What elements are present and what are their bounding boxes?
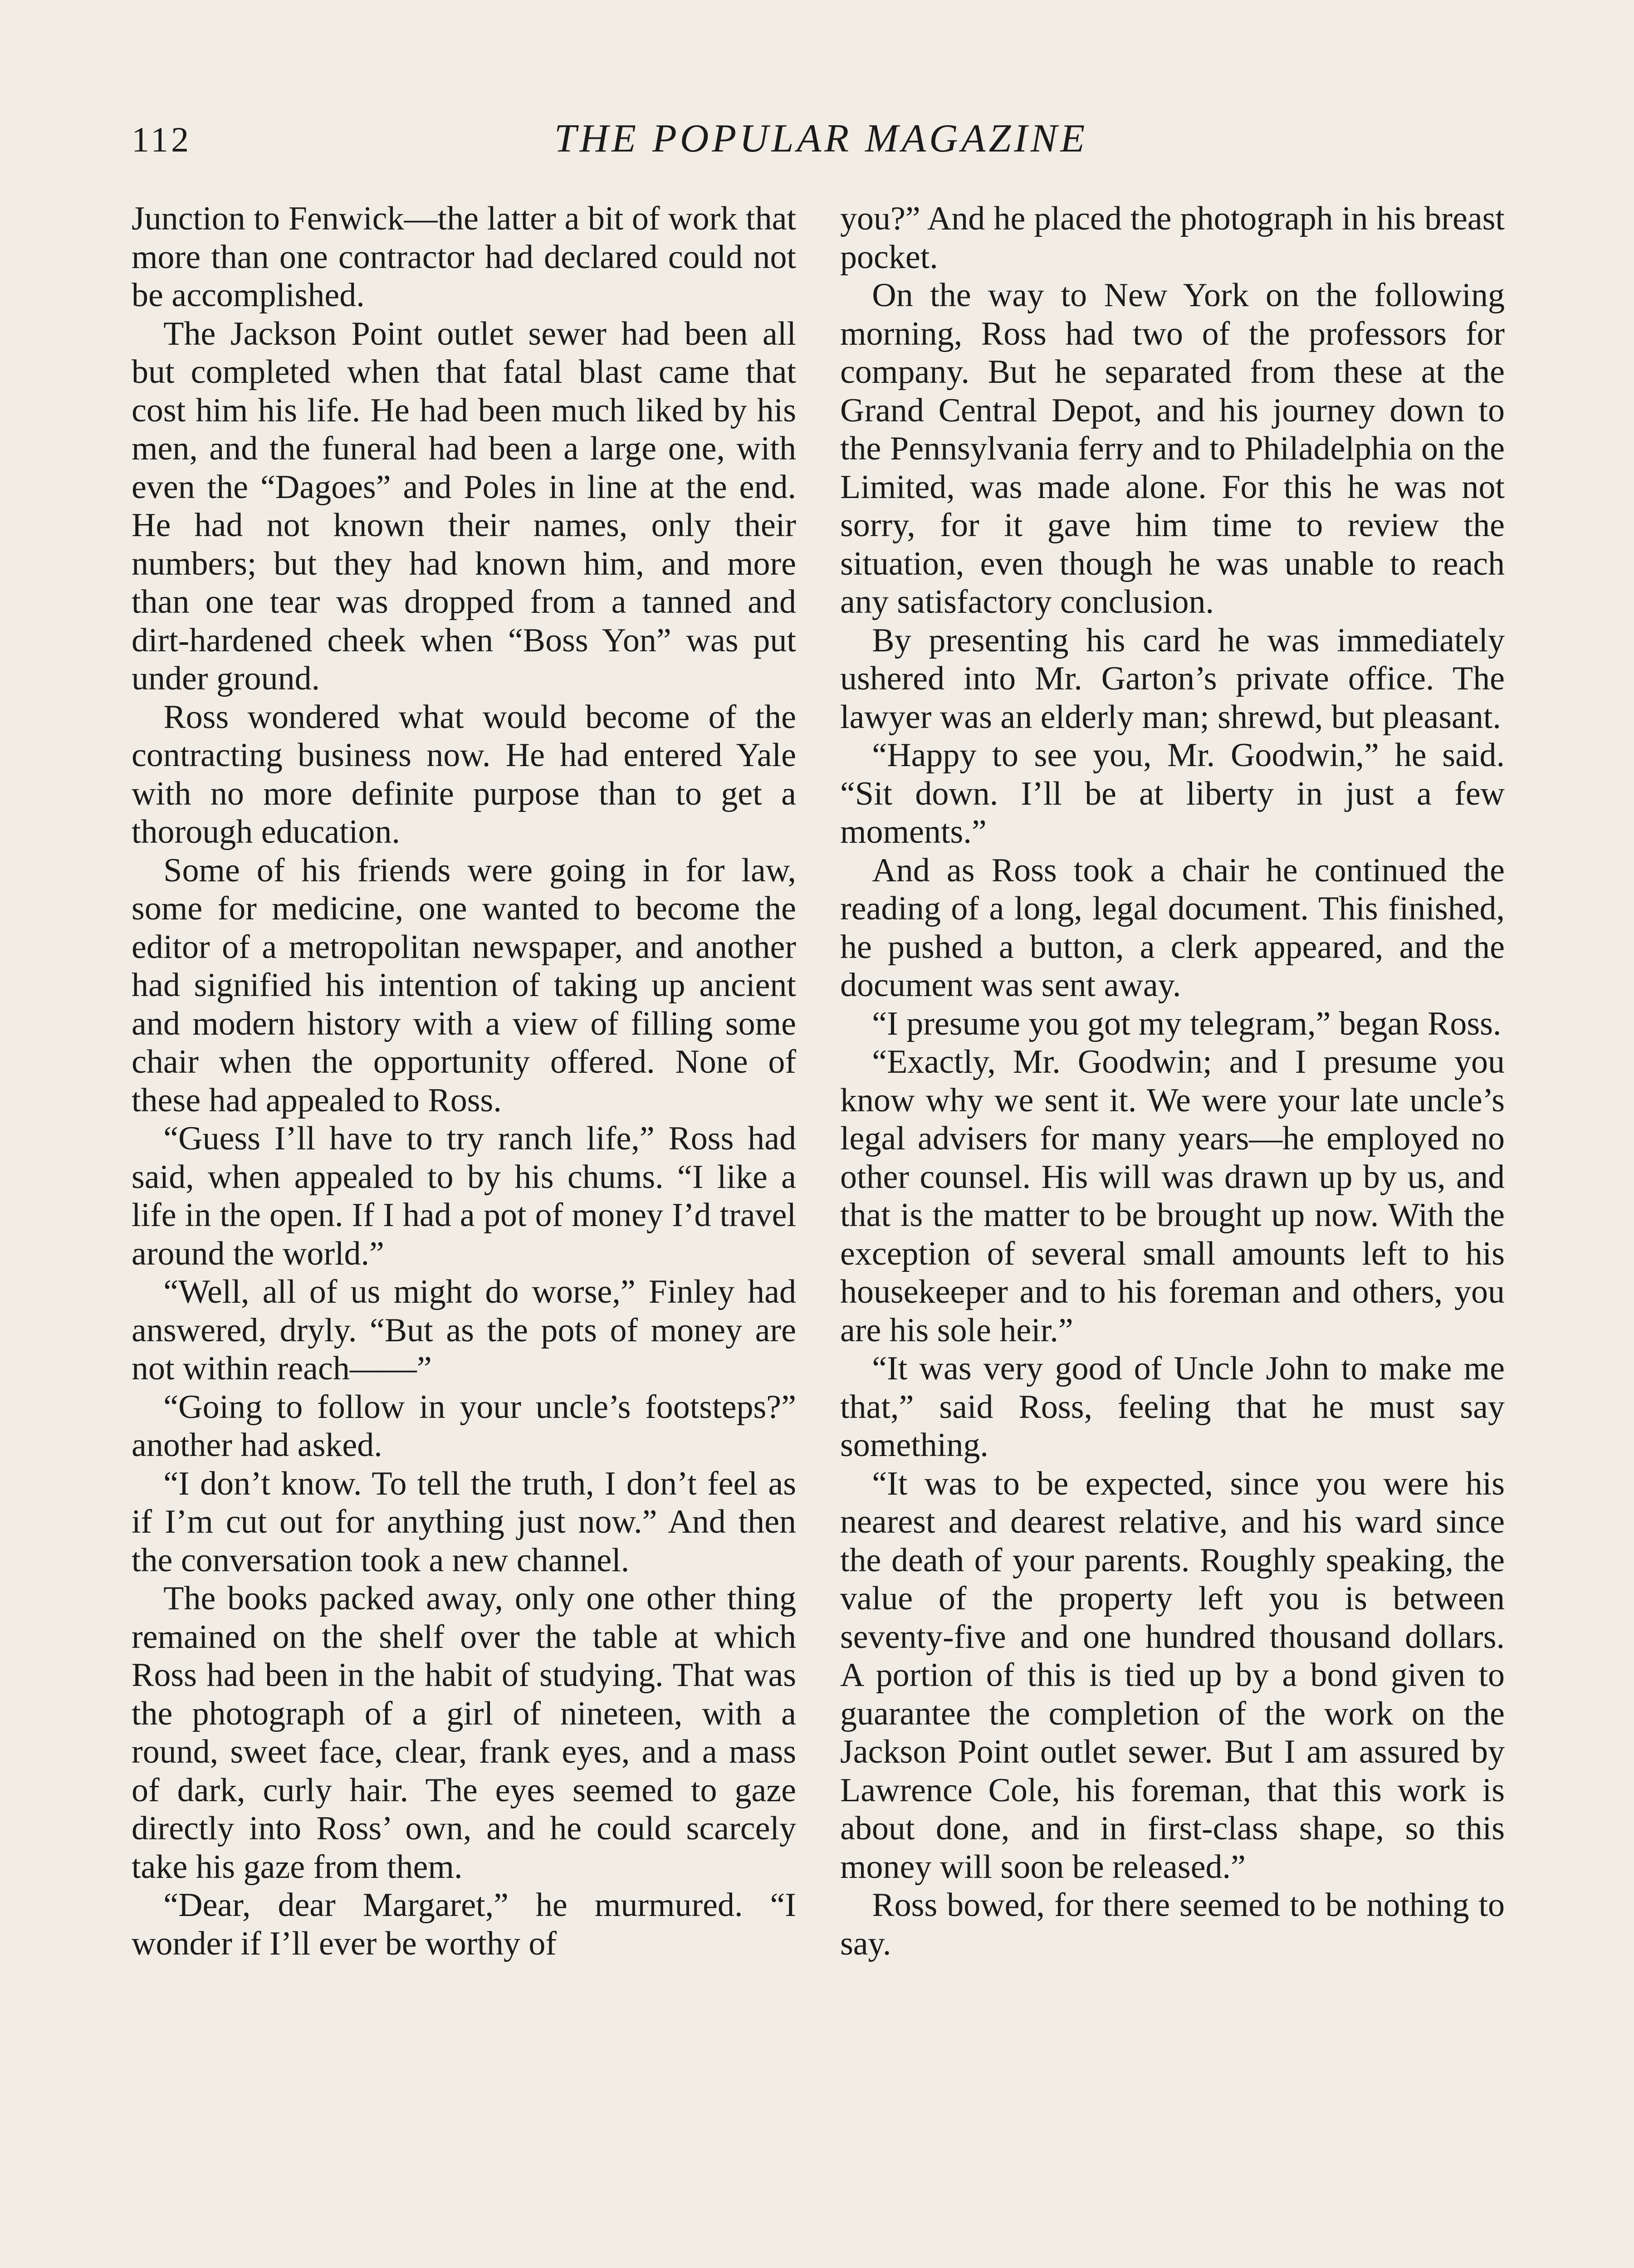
paragraph: Ross wondered what would become of the contracting business now. He had entered Yale with no more definite purpose than to get a thorough education. (132, 698, 796, 850)
right-column (840, 200, 1505, 1963)
paragraph: “Dear, dear Margaret,” he murmured. “I wonder if I’ll ever be worthy of (132, 1887, 796, 1962)
paragraph: “Well, all of us might do worse,” Finley had answered, dryly. “But as the pots of money are not within reach——” (132, 1273, 796, 1387)
paragraph: Ross bowed, for there seemed to be nothing to say. (840, 1887, 1505, 1962)
paragraph: Some of his friends were going in for law, some for medicine, one wanted to become the editor of a metropolitan newspaper, and another had signified his intention of taking up ancient and modern history with a view of filling some chair when the opportunity offered. None of these had appealed to Ross. (132, 851, 796, 1119)
paragraph: By presenting his card he was immediately ushered into Mr. Garton’s private office. The lawyer was an elderly man; shrewd, but pleasant. (840, 621, 1505, 736)
paragraph: “Happy to see you, Mr. Goodwin,” he said. “Sit down. I’ll be at liberty in just a few moments.” (840, 737, 1505, 850)
left-column (132, 200, 796, 1963)
paragraph: Junction to Fenwick—the latter a bit of work that more than one contractor had declared could not be accomplished. (132, 200, 796, 314)
paragraph: “It was very good of Uncle John to make me that,” said Ross, feeling that he must say something. (840, 1350, 1505, 1464)
paragraph: “Going to follow in your uncle’s footsteps?” another had asked. (132, 1388, 796, 1464)
paragraph: you?” And he placed the photograph in his breast pocket. (840, 200, 1505, 276)
paragraph: The Jackson Point outlet sewer had been all but completed when that fatal blast came that cost him his life. He had been much liked by his men, and the funeral had been a large one, with even the “Dagoes” and Poles in line at the end. He had not known their names, only their numbers; but they had known him, and more than one tear was dropped from a tanned and dirt-hardened cheek when “Boss Yon” was put under ground. (132, 315, 796, 697)
paragraph: “Exactly, Mr. Goodwin; and I presume you know why we sent it. We were your late uncle’s legal advisers for many years—he employed no other counsel. His will was drawn up by us, and that is the matter to be brought up now. With the exception of several small amounts left to his housekeeper and to his foreman and others, you are his sole heir.” (840, 1043, 1505, 1349)
page-number: 112 (132, 120, 192, 159)
page-header (132, 116, 1511, 166)
paragraph: “It was to be expected, since you were his nearest and dearest relative, and his ward since the death of your parents. Roughly speaking, the value of the property left you is between seventy-five and one hundred thousand dollars. A portion of this is tied up by a bond given to guarantee the completion of the work on the Jackson Point outlet sewer. But I am assured by Lawrence Cole, his foreman, that this work is about done, and in first-class shape, so this money will soon be released.” (840, 1465, 1505, 1886)
running-head: THE POPULAR MAGAZINE (554, 117, 1088, 161)
paragraph: “I don’t know. To tell the truth, I don’t feel as if I’m cut out for anything just now.” And then the conversation took a new channel. (132, 1465, 796, 1579)
paragraph: On the way to New York on the following morning, Ross had two of the professors for company. But he separated from these at the Grand Central Depot, and his journey down to the Pennsylvania ferry and to Philadelphia on the Limited, was made alone. For this he was not sorry, for it gave him time to review the situation, even though he was unable to reach any satisfactory conclusion. (840, 277, 1505, 621)
paragraph: The books packed away, only one other thing remained on the shelf over the table at which Ross had been in the habit of studying. That was the photograph of a girl of nineteen, with a round, sweet face, clear, frank eyes, and a mass of dark, curly hair. The eyes seemed to gaze directly into Ross’ own, and he could scarcely take his gaze from them. (132, 1580, 796, 1886)
paragraph: And as Ross took a chair he continued the reading of a long, legal document. This finished, he pushed a button, a clerk appeared, and the document was sent away. (840, 851, 1505, 1004)
paragraph: “Guess I’ll have to try ranch life,” Ross had said, when appealed to by his chums. “I like a life in the open. If I had a pot of money I’d travel around the world.” (132, 1120, 796, 1272)
paragraph: “I presume you got my telegram,” began Ross. (872, 1005, 1502, 1042)
